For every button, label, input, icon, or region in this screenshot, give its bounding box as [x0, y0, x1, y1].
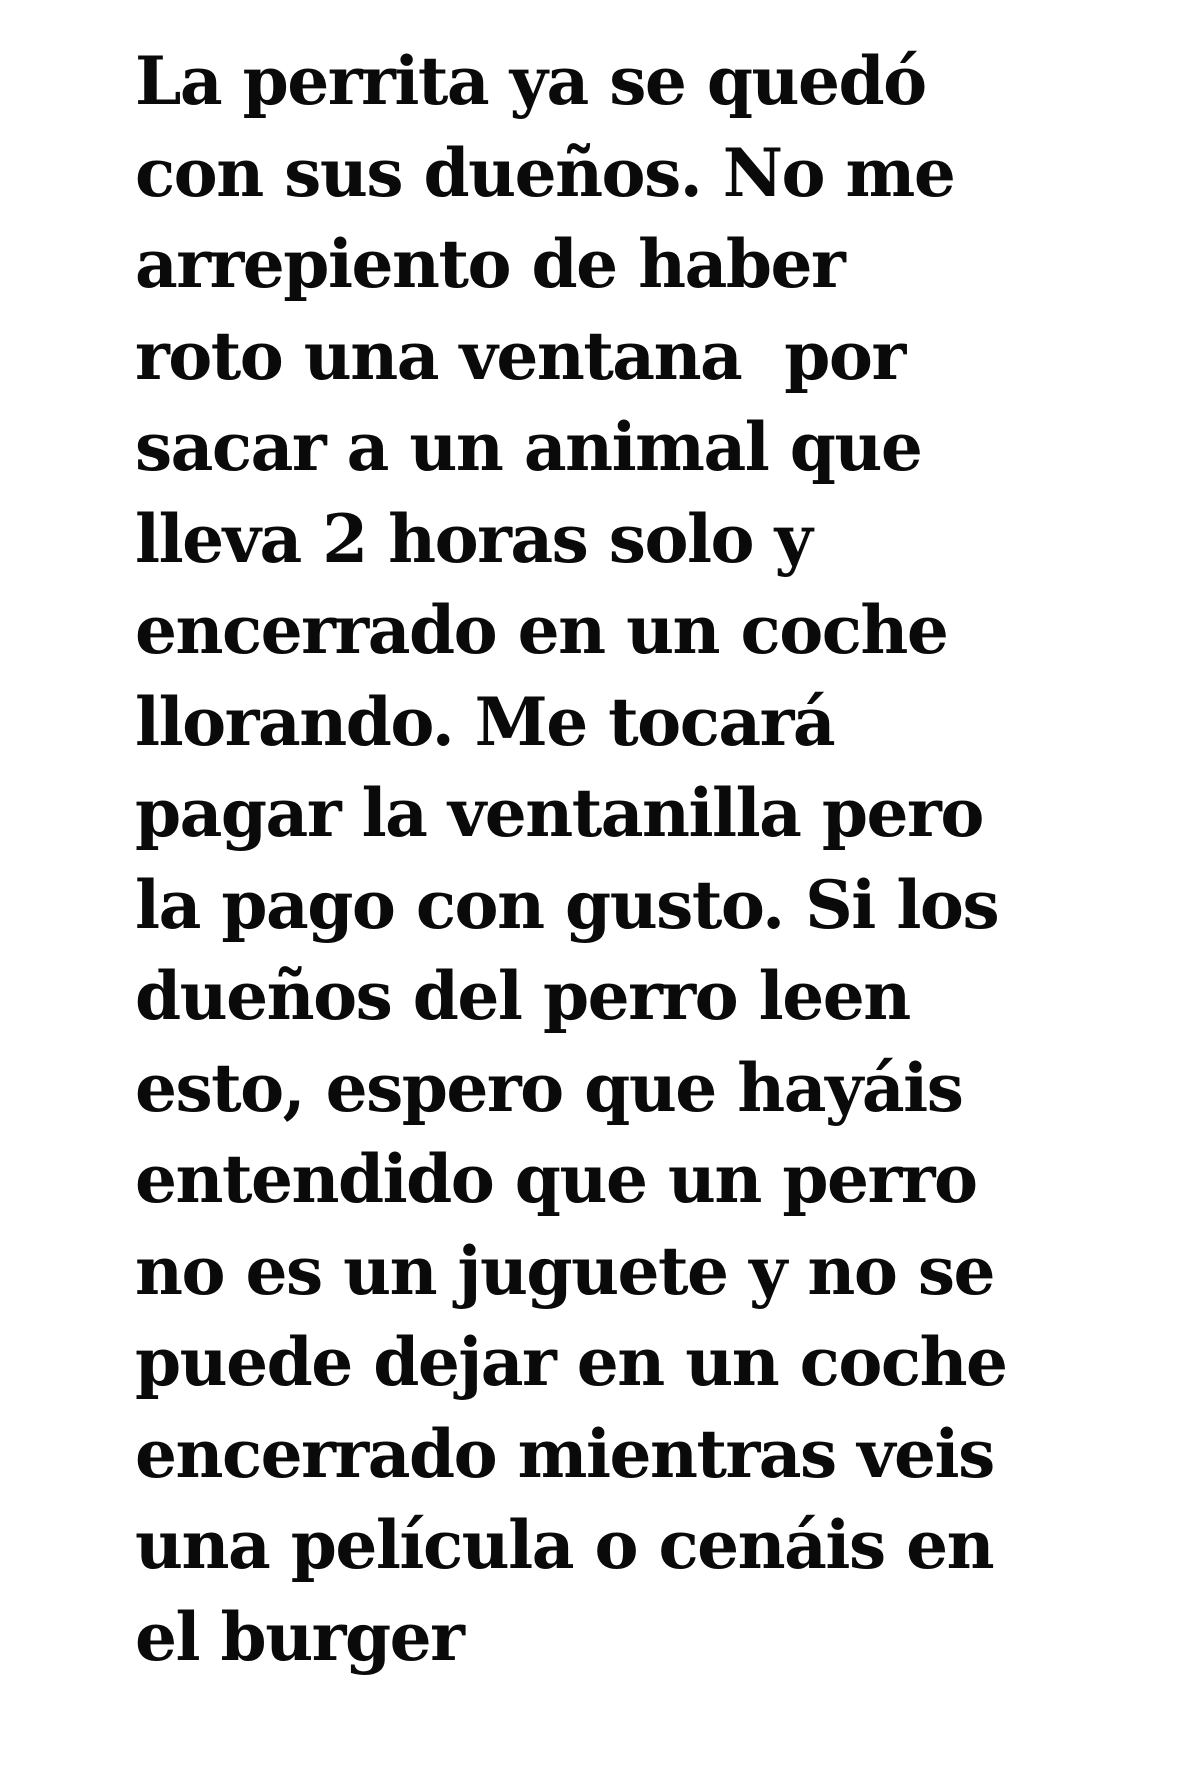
- post-text-line: no es un juguete y no se: [135, 1231, 994, 1310]
- post-text-line: la pago con gusto. Si los: [135, 865, 999, 944]
- post-text-line: con sus dueños. No me: [135, 133, 955, 212]
- post-text-line: dueños del perro leen: [135, 957, 910, 1035]
- post-text-line: La perrita ya se quedó: [135, 42, 926, 120]
- post-text-line: esto, espero que hayáis: [135, 1048, 963, 1127]
- post-text-line: puede dejar en un coche: [135, 1323, 1007, 1401]
- post-text-line: encerrado en un coche: [135, 591, 948, 669]
- post-text-line: encerrado mientras veis: [135, 1414, 994, 1493]
- post-text-line: el burger: [135, 1597, 464, 1676]
- post-text-line: una película o cenáis en: [135, 1506, 994, 1584]
- post-text: [135, 36, 1145, 1683]
- post-text-line: arrepiento de haber: [135, 225, 845, 303]
- post-text-line: llorando. Me tocará: [135, 682, 835, 761]
- post-text-line: sacar a un animal que: [135, 408, 922, 486]
- post-text-line: roto una ventana por: [135, 316, 905, 395]
- post-text-line: lleva 2 horas solo y: [135, 499, 812, 578]
- post-text-line: pagar la ventanilla pero: [135, 774, 983, 852]
- post-text-line: entendido que un perro: [135, 1140, 977, 1218]
